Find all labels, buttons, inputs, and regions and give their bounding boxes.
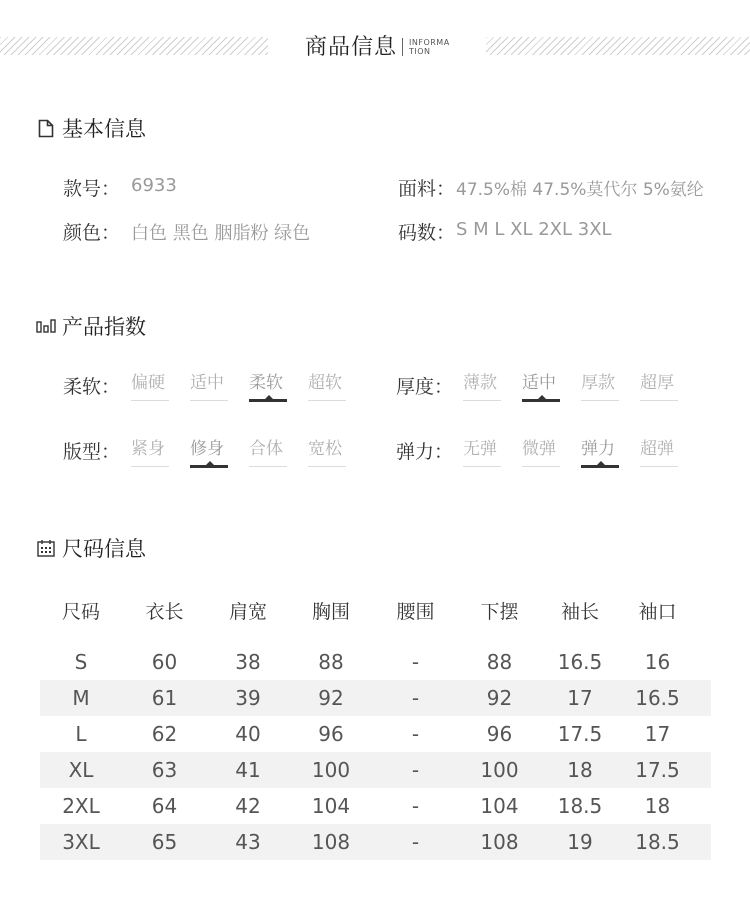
softness-option-label: 超软	[308, 373, 342, 393]
size-table-cell: 16.5	[557, 650, 603, 674]
fit-option-underline	[131, 466, 169, 467]
size-table-cell: -	[411, 830, 420, 854]
thickness-option-underline	[581, 400, 619, 401]
header-divider	[402, 38, 403, 56]
elasticity-option	[463, 437, 522, 467]
section-product-index	[36, 311, 146, 341]
header-en-label	[409, 38, 450, 56]
size-table-cell: 88	[318, 650, 344, 674]
thickness-option-label: 超厚	[640, 373, 674, 393]
sizes-label: 码数：	[398, 222, 456, 244]
thickness-option	[463, 371, 522, 401]
thickness-selected-marker	[522, 399, 560, 402]
thickness-option-label: 适中	[522, 373, 556, 393]
size-table-cell: 17	[644, 722, 671, 746]
section-title: 产品指数	[62, 315, 146, 339]
size-table-cell: 104	[480, 794, 519, 818]
size-table-cell: 108	[480, 830, 519, 854]
size-table-header-cell: 腰围	[396, 600, 435, 623]
size-table-row	[40, 752, 711, 788]
softness-option	[190, 371, 249, 401]
size-table-row	[40, 824, 711, 860]
thickness-option-underline	[640, 400, 678, 401]
calendar-icon	[36, 538, 56, 558]
elasticity-option	[581, 437, 640, 467]
header-hatch-left	[0, 37, 268, 55]
page-title: 商品信息	[305, 35, 398, 60]
color-label: 颜色：	[63, 222, 121, 244]
fit-option-underline	[308, 466, 346, 467]
fit-option-label: 紧身	[131, 439, 165, 459]
size-table-cell: 16.5	[635, 686, 680, 710]
section-basic-info	[36, 113, 146, 143]
thickness-option-label: 薄款	[463, 373, 497, 393]
style-no-label: 款号：	[63, 178, 121, 200]
fit-option-underline	[249, 466, 287, 467]
size-table-cell: 43	[235, 830, 261, 854]
softness-scale	[131, 371, 367, 401]
size-table-cell: -	[411, 722, 420, 746]
size-table-cell: 18.5	[635, 830, 680, 854]
softness-option	[308, 371, 367, 401]
fit-option-label: 修身	[190, 439, 224, 459]
size-table-cell: 16	[644, 650, 671, 674]
fit-option	[190, 437, 249, 467]
fabric-value: 47.5%棉 47.5%莫代尔 5%氨纶	[456, 180, 704, 200]
size-table-cell: XL	[68, 758, 94, 782]
fit-option	[308, 437, 367, 467]
size-table-row	[40, 788, 711, 824]
size-table-row	[40, 680, 711, 716]
size-table-header	[40, 590, 711, 630]
size-table-cell: 100	[480, 758, 519, 782]
thickness-option	[581, 371, 640, 401]
size-table-cell: -	[411, 794, 420, 818]
softness-option-underline	[190, 400, 228, 401]
softness-selected-marker	[249, 399, 287, 402]
softness-option-label: 偏硬	[131, 373, 165, 393]
elasticity-option	[640, 437, 699, 467]
size-table-cell: 96	[318, 722, 344, 746]
size-table-cell: 64	[151, 794, 178, 818]
section-title: 尺码信息	[62, 537, 146, 561]
size-table-row	[40, 644, 711, 680]
header-en-line2: TION	[409, 47, 431, 56]
size-table-body	[40, 644, 711, 860]
size-table-cell: 42	[235, 794, 261, 818]
size-table-cell: 62	[151, 722, 178, 746]
softness-option-underline	[308, 400, 346, 401]
elasticity-option-label: 微弹	[522, 439, 556, 459]
bar-chart-icon	[36, 316, 56, 336]
size-table-cell: S	[74, 650, 88, 674]
fit-scale	[131, 437, 367, 467]
size-table-cell: 65	[151, 830, 178, 854]
thickness-option-underline	[463, 400, 501, 401]
thickness-scale	[463, 371, 699, 401]
elasticity-option-underline	[522, 466, 560, 467]
thickness-option	[522, 371, 581, 401]
size-table-header-cell: 衣长	[145, 600, 184, 623]
thickness-option	[640, 371, 699, 401]
thickness-label: 厚度：	[396, 376, 454, 398]
size-table-cell: 108	[311, 830, 351, 854]
section-title: 基本信息	[62, 117, 146, 141]
softness-option-underline	[131, 400, 169, 401]
fit-selected-marker	[190, 465, 228, 468]
elasticity-scale	[463, 437, 699, 467]
size-table-cell: -	[411, 650, 420, 674]
size-table-cell: -	[411, 758, 420, 782]
size-table-header-cell: 胸围	[311, 600, 350, 623]
size-table-row	[40, 716, 711, 752]
size-table-cell: 88	[486, 650, 513, 674]
size-table-cell: 41	[235, 758, 261, 782]
size-table-cell: 100	[311, 758, 351, 782]
size-table-cell: 2XL	[62, 794, 100, 818]
size-table-header-cell: 尺码	[61, 600, 100, 623]
fit-option	[131, 437, 190, 467]
sizes-value: S M L XL 2XL 3XL	[456, 219, 612, 240]
document-icon	[36, 118, 56, 138]
size-table-header-cell: 下摆	[480, 600, 519, 623]
elasticity-option-label: 弹力	[581, 439, 615, 459]
size-table-cell: 18.5	[557, 794, 603, 818]
size-table-cell: L	[75, 722, 87, 746]
elasticity-option-label: 超弹	[640, 439, 674, 459]
size-table-cell: 18	[644, 794, 671, 818]
size-table-cell: 17.5	[635, 758, 680, 782]
elasticity-option-underline	[463, 466, 501, 467]
size-table-cell: 38	[235, 650, 261, 674]
fabric-label: 面料：	[398, 178, 456, 200]
fit-label: 版型：	[63, 441, 121, 463]
size-table-cell: 3XL	[62, 830, 100, 854]
size-table-cell: 96	[486, 722, 513, 746]
softness-option-label: 柔软	[249, 373, 283, 393]
thickness-option-label: 厚款	[581, 373, 615, 393]
size-table-cell: 40	[235, 722, 261, 746]
size-table	[40, 590, 711, 860]
size-table-cell: -	[411, 686, 420, 710]
color-value: 白色 黑色 胭脂粉 绿色	[131, 223, 311, 244]
size-table-cell: 92	[318, 686, 344, 710]
fit-option-label: 宽松	[308, 439, 342, 459]
elasticity-label: 弹力：	[396, 441, 454, 463]
size-table-cell: 17.5	[557, 722, 603, 746]
header-en-line1: INFORMA	[409, 38, 450, 47]
softness-option-label: 适中	[190, 373, 224, 393]
softness-option	[131, 371, 190, 401]
size-table-header-cell: 袖长	[560, 600, 599, 623]
size-table-cell: 17	[567, 686, 593, 710]
softness-label: 柔软：	[63, 376, 121, 398]
elasticity-option-underline	[640, 466, 678, 467]
fit-option-label: 合体	[249, 439, 283, 459]
size-table-cell: 63	[151, 758, 178, 782]
size-table-cell: 18	[567, 758, 593, 782]
elasticity-selected-marker	[581, 465, 619, 468]
elasticity-option	[522, 437, 581, 467]
softness-option	[249, 371, 308, 401]
size-table-cell: 19	[567, 830, 593, 854]
size-table-header-cell: 袖口	[638, 600, 677, 623]
size-table-cell: 61	[151, 686, 178, 710]
size-table-cell: 104	[311, 794, 351, 818]
size-table-cell: M	[72, 686, 90, 710]
size-table-header-cell: 肩宽	[228, 600, 267, 623]
style-no-value: 6933	[131, 175, 177, 196]
header-hatch-right	[486, 37, 750, 55]
section-size-info	[36, 533, 146, 563]
size-table-cell: 60	[151, 650, 178, 674]
size-table-cell: 39	[235, 686, 261, 710]
size-table-cell: 92	[486, 686, 513, 710]
elasticity-option-label: 无弹	[463, 439, 497, 459]
fit-option	[249, 437, 308, 467]
